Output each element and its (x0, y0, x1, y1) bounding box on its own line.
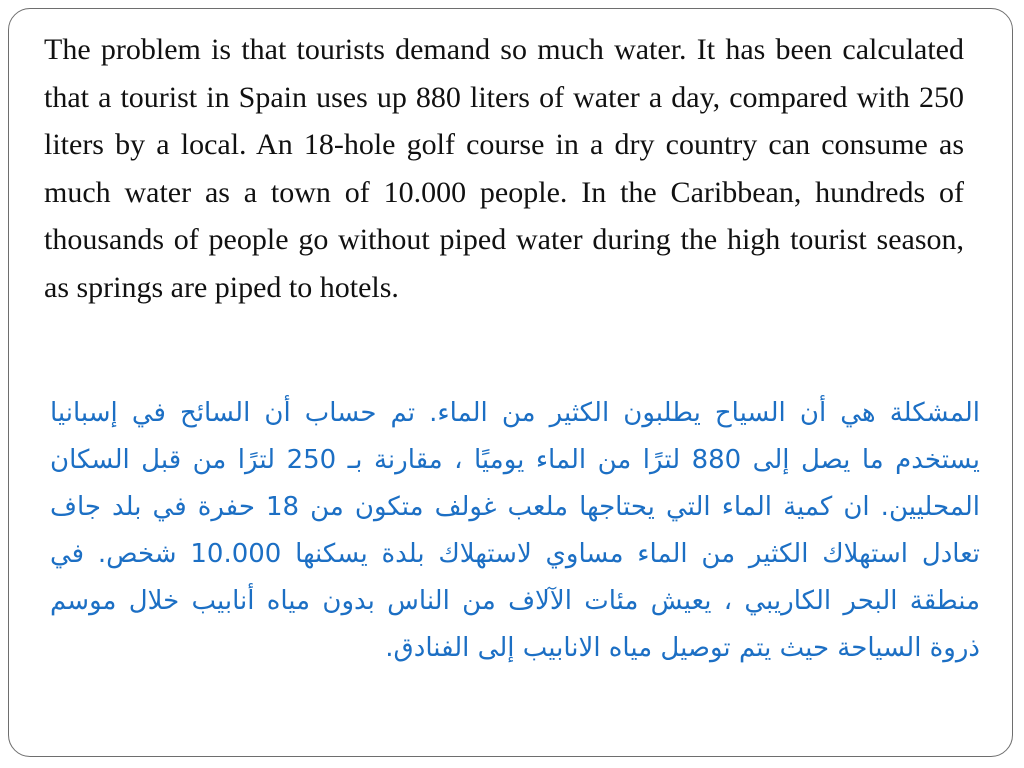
english-paragraph: The problem is that tourists demand so much water. It has been calculated that a tourist in Spain uses up 880 liters of water a day, compared with 250 liters by a local. An 18-hole golf course in a dry country can consume as much water as a town of 10.000 people. In the Caribbean, hundreds of thousands of people go without piped water during the high tourist season, as springs are piped to hotels. (44, 33, 964, 304)
arabic-paragraph: المشكلة هي أن السياح يطلبون الكثير من الماء. تم حساب أن السائح في إسبانيا يستخدم ما يصل إلى 880 لترًا من الماء يوميًا ، مقارنة بـ 250 لترًا من قبل السكان المحليين. ان كمية الماء التي يحتاجها ملعب غولف متكون من 18 حفرة في بلد جاف تعادل استهلاك الكثير من الماء مساوي لاستهلاك بلدة يسكنها 10.000 شخص. في منطقة البحر الكاريبي ، يعيش مئات الآلاف من الناس بدون مياه أنابيب خلال موسم ذروة السياحة حيث يتم توصيل مياه الانابيب إلى الفنادق. (50, 398, 980, 663)
